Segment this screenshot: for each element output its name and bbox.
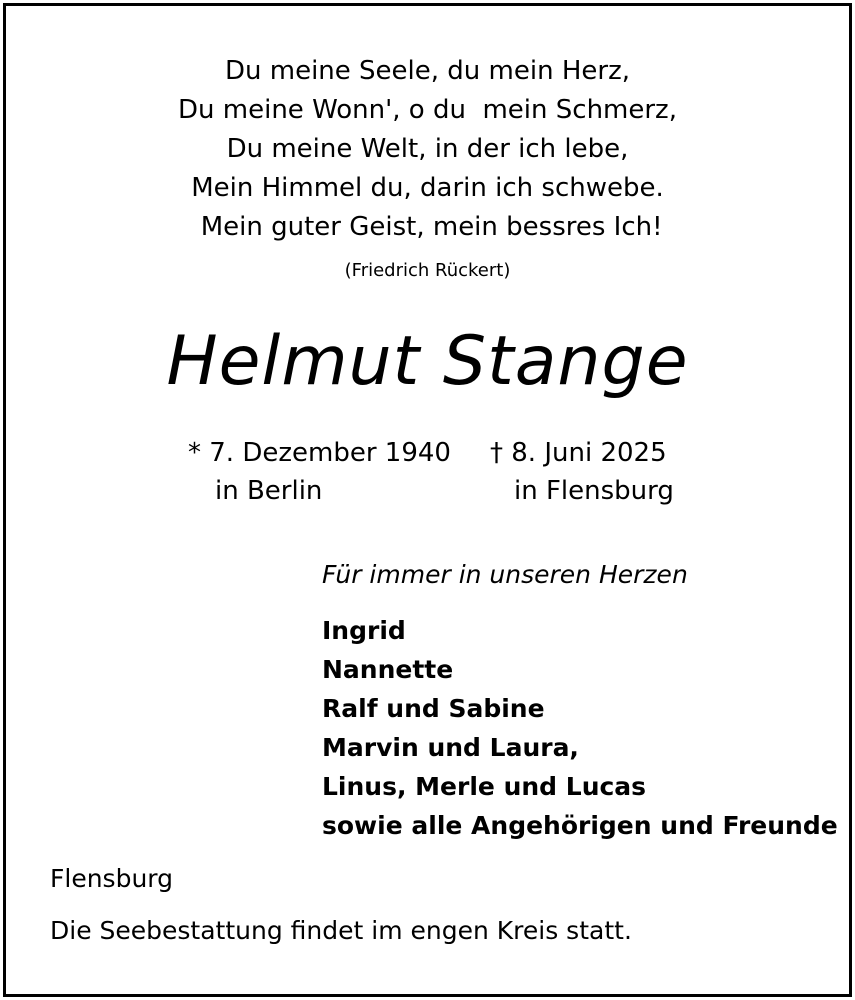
death-place: in Flensburg: [514, 476, 674, 506]
poem-line: Mein Himmel du, darin ich schwebe.: [191, 173, 664, 203]
mourner-name: Linus, Merle und Lucas: [322, 772, 647, 801]
poem-author: (Friedrich Rückert): [344, 260, 511, 281]
mourners-list: [322, 611, 838, 845]
poem-line: Mein guter Geist, mein bessres Ich!: [192, 212, 663, 242]
deceased-name: Helmut Stange: [166, 322, 689, 401]
birth-place: in Berlin: [215, 476, 323, 506]
death-info: [490, 434, 674, 510]
mourner-name: Nannette: [322, 655, 454, 684]
poem-line: Du meine Welt, in der ich lebe,: [226, 134, 629, 164]
mourner-name: Ingrid: [322, 616, 406, 645]
motto: Für immer in unseren Herzen: [322, 560, 688, 589]
location: Flensburg: [50, 864, 173, 893]
poem: [0, 52, 855, 247]
mourner-name: Ralf und Sabine: [322, 694, 545, 723]
death-date: † 8. Juni 2025: [490, 438, 667, 468]
poem-line: Du meine Seele, du mein Herz,: [225, 56, 630, 86]
poem-line: Du meine Wonn', o du mein Schmerz,: [178, 95, 677, 125]
birth-info: [188, 434, 451, 510]
mourner-name: sowie alle Angehörigen und Freunde: [322, 811, 838, 840]
burial-notice: Die Seebestattung findet im engen Kreis statt.: [50, 916, 632, 945]
birth-date: * 7. Dezember 1940: [188, 438, 451, 468]
mourner-name: Marvin und Laura,: [322, 733, 579, 762]
